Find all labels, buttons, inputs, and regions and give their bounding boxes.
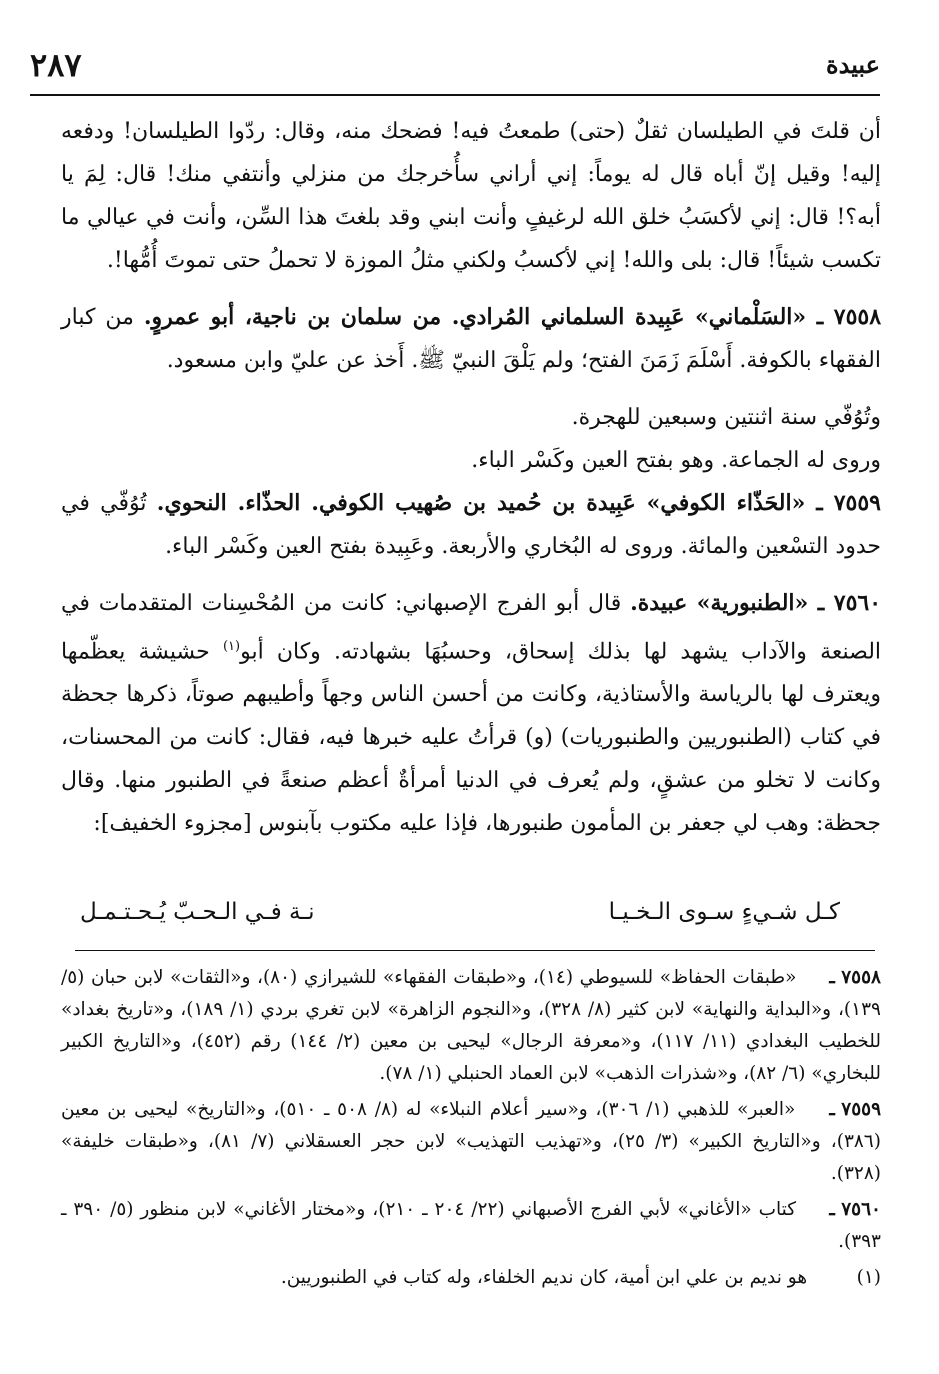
footnote-7558 (61, 962, 881, 1090)
entry-7560-text-a: قال أبو الفرج الإصبهاني: كانت من المُحْسِنات المتقدمات في الصنعة والآداب يشهد لها بذلك إسحاق، وحسبُهَا بشهادته. وكان أبو (61, 591, 882, 665)
footnote-text: «العبر» للذهبي (١/ ٣٠٦)، و«سير أعلام النبلاء» له (٨/ ٥٠٨ ـ ٥١٠)، و«التاريخ» ليحيى بن معين (٣٨٦)، و«التاريخ الكبير» (٣/ ٢٥)، و«تهذيب التهذيب» لابن حجر العسقلاني (٧/ ٨١)، و«طبقات خليفة» (٣٢٨). (61, 1099, 881, 1184)
entry-7558-heading: ٧٥٥٨ ـ «السَلْماني» عَبِيدة السلماني المُرادي. من سلمان بن ناجية، أبو عمروٍ. (143, 304, 882, 330)
page-number: ٢٨٧ (30, 46, 82, 84)
entry-7558-transmission: وروى له الجماعة. وهو بفتح العين وكَسْر الباء. (471, 448, 881, 473)
entry-7558 (61, 296, 881, 382)
page-header (30, 44, 880, 96)
entry-7560-heading: ٧٥٦٠ ـ «الطنبورية» عبيدة. (630, 590, 882, 616)
main-text (61, 110, 881, 845)
entry-7558-text: من كبار الفقهاء بالكوفة. أَسْلَمَ زَمَنَ الفتح؛ ولم يَلْقَ النبيّ ﷺ. أَخذ عن عليّ وابن مسعود. (61, 305, 881, 373)
entry-7560 (61, 582, 881, 845)
entry-7560-text-b: حشيشة يعظّمها ويعترف لها بالرياسة والأستاذية، وكانت من أحسن الناس وجهاً وأطيبهم صوتاً، ذكرها جحظة في كتاب (الطنبوريين والطنبوريات) (و) قرأتُ عليه خبرها فيه، فقال: كانت من المحسنات، وكانت لا تخلو من عشقٍ، ولم يُعرف في الدنيا أمرأةٌ أعظم صنعةً في الطنبور منها. وقال جحظة: وهب لي جعفر بن المأمون طنبورها، فإذا عليه مكتوب بآبنوس [مجزوء الخفيف]: (61, 639, 881, 837)
footnote-label: ٧٥٥٨ ـ (829, 967, 881, 988)
verse-second-hemistich: نـة فـي الـحـبّ يُـحـتـمـل (80, 899, 315, 925)
intro-paragraph: أن قلتَ في الطيلسان ثقلٌ (حتى) طمعتُ فيه! فضحك منه، وقال: ردّوا الطيلسان! ودفعه إليه! وقيل إنّ أباه قال له يوماً: إني أراني سأُخرجك من منزلي وأنتفي منك! قال: لِمَ يا أبه؟! قال: إني لأكسَبُ خلق الله لرغيفٍ وأنت ابني وقد بلغتَ هذا السِّن، وأنت في عيالي ما تكسب شيئاً! قال: بلى والله! إني لأكسبُ ولكني مثلُ الموزة لا تحملُ حتى تموتَ أُمُّها!. (61, 119, 881, 273)
note-text: هو نديم بن علي ابن أمية، كان نديم الخلفاء، وله كتاب في الطنبوريين. (280, 1267, 808, 1288)
running-head: عبيدة (826, 50, 880, 79)
footnote-label: ٧٥٦٠ ـ (829, 1199, 881, 1220)
footnote-7559 (61, 1094, 881, 1190)
entry-7558-death: وتُوُفّي سنة اثنتين وسبعين للهجرة. (571, 405, 881, 430)
verse-first-hemistich: كـل شـيءٍ سـوى الـخـيـا (608, 899, 840, 925)
note-label: (١) (856, 1267, 881, 1288)
footnote-marker: (١) (222, 639, 241, 654)
footnote-text: «طبقات الحفاظ» للسيوطي (١٤)، و«طبقات الفقهاء» للشيرازي (٨٠)، و«الثقات» لابن حبان (٥/ ١٣٩)، و«البداية والنهاية» لابن كثير (٨/ ٣٢٨)، و«النجوم الزاهرة» لابن تغري بردي (١/ ١٨٩)، و«تاريخ بغداد» للخطيب البغدادي (١١/ ١١٧)، و«معرفة الرجال» ليحيى بن معين (٢/ ١٤٤) رقم (٤٥٢)، و«التاريخ الكبير للبخاري» (٦/ ٨٢)، و«شذرات الذهب» لابن العماد الحنبلي (١/ ٧٨). (61, 967, 881, 1084)
footnote-7560 (61, 1194, 881, 1258)
footnotes (61, 962, 881, 1298)
entry-7559-text: تُوُفّي في حدود التسْعين والمائة. وروى له البُخاري والأربعة. وعَبِيدة بفتح العين وكَسْر الباء. (61, 491, 881, 559)
entry-7559 (61, 482, 881, 568)
footnote-divider (75, 950, 875, 951)
entry-7559-heading: ٧٥٥٩ ـ «الحَذّاء الكوفي» عَبِيدة بن حُميد بن صُهيب الكوفي. الحذّاء. النحوي. (156, 490, 881, 516)
footnote-text: كتاب «الأغاني» لأبي الفرج الأصبهاني (٢٢/ ٢٠٤ ـ ٢١٠)، و«مختار الأغاني» لابن منظور (٥/ ٣٩٠ ـ ٣٩٣). (61, 1199, 881, 1252)
footnote-note-1 (61, 1262, 881, 1294)
footnote-label: ٧٥٥٩ ـ (829, 1099, 882, 1120)
